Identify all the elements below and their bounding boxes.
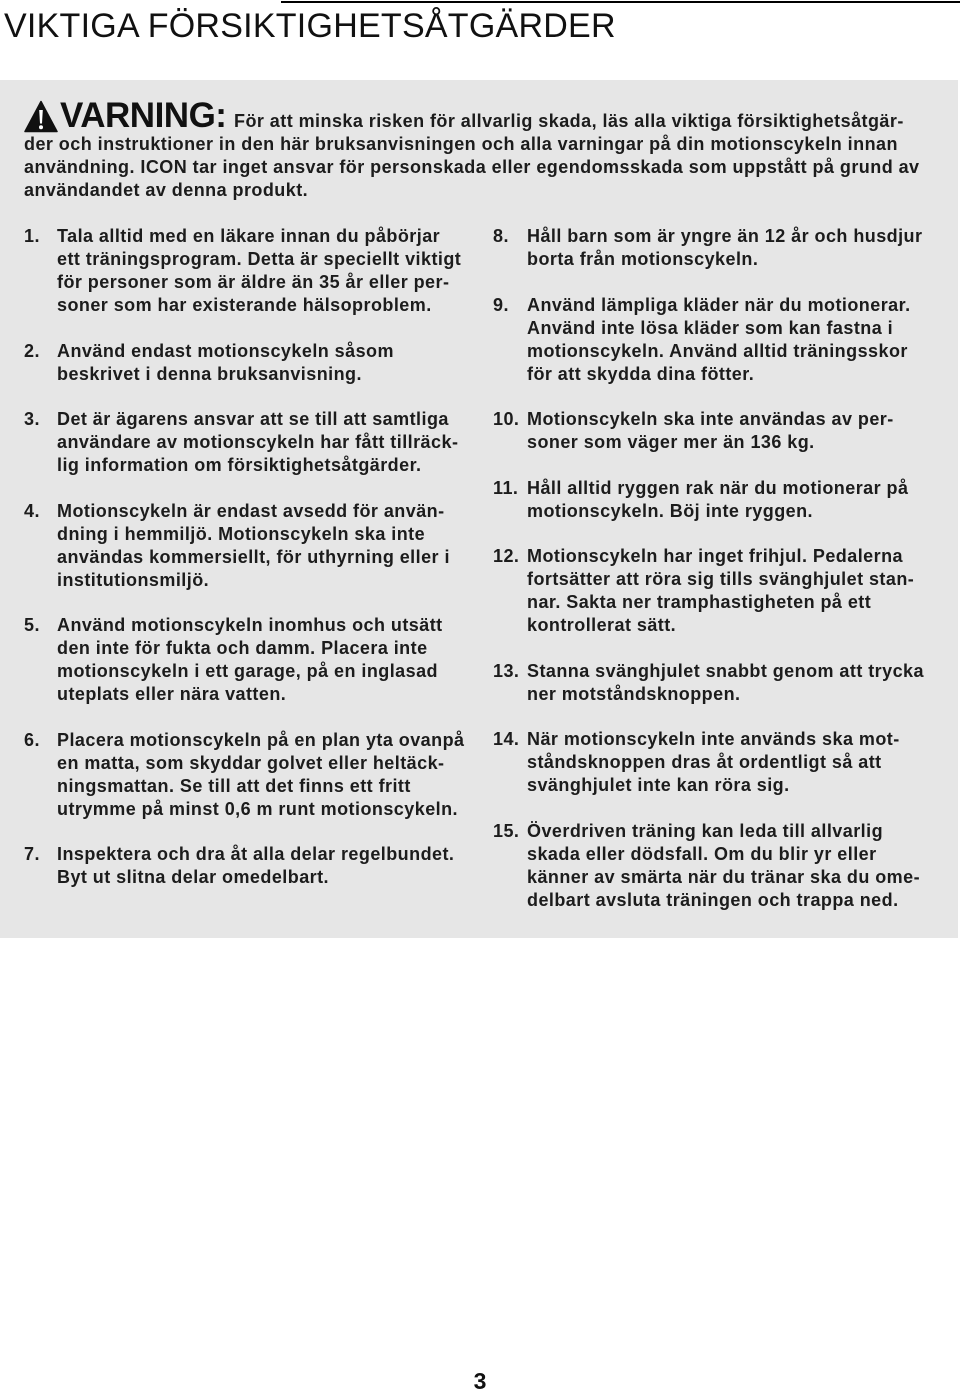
precaution-number: 1. — [24, 226, 40, 246]
precaution-number: 14. — [493, 729, 520, 749]
precaution-item — [24, 843, 484, 889]
precaution-text-line: Håll barn som är yngre än 12 år och husdjur — [527, 226, 923, 246]
precaution-text-line: delbart avsluta träningen och trappa ned. — [527, 889, 899, 910]
precaution-text-line: användare av motionscykeln har fått tillräck- — [57, 432, 459, 452]
precaution-text-line: kontrollerat sätt. — [527, 615, 677, 635]
precaution-item — [493, 660, 933, 706]
precaution-number: 11. — [493, 477, 519, 498]
precaution-text-line: motionscykeln. Böj inte ryggen. — [527, 500, 813, 521]
page-title: VIKTIGA FÖRSIKTIGHETSÅTGÄRDER — [4, 7, 616, 45]
precaution-text-line: utrymme på minst 0,6 m runt motionscykeln. — [57, 798, 458, 819]
precaution-text-line: uteplats eller nära vatten. — [57, 684, 287, 704]
precaution-number: 15. — [493, 820, 520, 841]
precaution-item — [493, 408, 933, 454]
precaution-text-line: Det är ägarens ansvar att se till att samtliga — [57, 409, 449, 429]
precaution-text-line: ner motståndsknoppen. — [527, 683, 741, 704]
precaution-item — [24, 340, 484, 386]
precaution-text-line: institutionsmiljö. — [57, 569, 210, 590]
page-number: 3 — [473, 1368, 487, 1394]
precaution-text-line: Tala alltid med en läkare innan du påbörjar — [57, 226, 441, 246]
precaution-text-line: borta från motionscykeln. — [527, 249, 759, 269]
precaution-text-line: Motionscykeln ska inte användas av per- — [527, 409, 894, 429]
precaution-number: 6. — [24, 729, 40, 750]
precaution-item — [493, 728, 933, 797]
precaution-number: 4. — [24, 500, 40, 521]
precaution-item — [24, 500, 484, 592]
precaution-text-line: beskrivet i denna bruksanvisning. — [57, 363, 362, 384]
precaution-text-line: för personer som är äldre än 35 år eller per- — [57, 272, 450, 292]
precaution-text-line: Använd inte lösa kläder som kan fastna i — [527, 317, 894, 338]
precaution-text-line: soner som har existerande hälsoproblem. — [57, 295, 432, 315]
precaution-number: 8. — [493, 226, 509, 246]
precaution-text-line: Placera motionscykeln på en plan yta ovanpå — [57, 729, 465, 750]
precaution-item — [493, 477, 933, 523]
precaution-text-line: svänghjulet inte kan röra sig. — [527, 775, 790, 795]
precaution-text-line: användas kommersiellt, för uthyrning eller i — [57, 546, 450, 567]
warning-text — [24, 110, 920, 202]
warning-label: VARNING: — [60, 96, 227, 135]
precaution-text-line: ett träningsprogram. Detta är speciellt viktigt — [57, 249, 462, 269]
precaution-text-line: motionscykeln. Använd alltid träningsskor — [527, 340, 908, 361]
warning-text-line: För att minska risken för allvarlig skada, läs alla viktiga försiktighetsåtgär- — [234, 111, 904, 131]
precaution-text-line: Håll alltid ryggen rak när du motionerar på — [527, 477, 909, 498]
precaution-number: 10. — [493, 409, 520, 429]
warning-text-line: der och instruktioner in den här bruksanvisningen och alla varningar på din motionscykeln innan — [24, 134, 898, 154]
precaution-item — [493, 294, 933, 386]
precaution-text-line: en matta, som skyddar golvet eller heltäck- — [57, 752, 445, 773]
precaution-text-line: skada eller dödsfall. Om du blir yr eller — [527, 843, 877, 864]
precaution-text-line: När motionscykeln inte används ska mot- — [527, 729, 900, 749]
precaution-text-line: lig information om försiktighetsåtgärder. — [57, 455, 422, 475]
precaution-item — [24, 408, 484, 477]
warning-text-line: användning. ICON tar inget ansvar för personskada eller egendomsskada som uppstått på grund av — [24, 157, 920, 177]
header-rule — [281, 1, 960, 3]
safety-warning-panel — [0, 80, 958, 938]
precaution-text-line: ningsmattan. Se till att det finns ett fritt — [57, 775, 411, 796]
precaution-text-line: motionscykeln i ett garage, på en inglasad — [57, 661, 439, 681]
precaution-text-line: Överdriven träning kan leda till allvarlig — [527, 820, 884, 841]
precaution-text-line: Byt ut slitna delar omedelbart. — [57, 867, 330, 887]
precaution-text-line: Motionscykeln har inget frihjul. Pedalerna — [527, 546, 903, 566]
precaution-text-line: Använd motionscykeln inomhus och utsätt — [57, 615, 443, 635]
precaution-item — [24, 729, 484, 821]
precaution-number: 12. — [493, 546, 520, 566]
precaution-text-line: nar. Sakta ner tramphastigheten på ett — [527, 592, 872, 612]
precaution-text-line: Motionscykeln är endast avsedd för använ- — [57, 500, 445, 521]
precaution-item — [493, 225, 933, 271]
precaution-text-line: Inspektera och dra åt alla delar regelbundet. — [57, 844, 455, 864]
precaution-item — [493, 820, 933, 912]
warning-text-line: användandet av denna produkt. — [24, 180, 309, 200]
precaution-text-line: dning i hemmiljö. Motionscykeln ska inte — [57, 523, 426, 544]
precaution-text-line: fortsätter att röra sig tills svänghjulet stan- — [527, 569, 915, 589]
precaution-text-line: ståndsknoppen dras åt ordentligt så att — [527, 752, 882, 772]
precaution-number: 5. — [24, 615, 40, 635]
precaution-item — [24, 225, 484, 317]
precaution-text-line: Använd endast motionscykeln såsom — [57, 340, 394, 361]
precaution-text-line: Stanna svänghjulet snabbt genom att trycka — [527, 660, 924, 681]
precautions-left-column — [24, 225, 484, 912]
precaution-item — [24, 614, 484, 706]
precaution-text-line: för att skydda dina fötter. — [527, 363, 755, 384]
precaution-text-line: känner av smärta när du tränar ska du ome- — [527, 866, 921, 887]
precaution-text-line: soner som väger mer än 136 kg. — [527, 432, 815, 452]
precaution-text-line: den inte för fukta och damm. Placera inte — [57, 638, 428, 658]
precaution-text-line: Använd lämpliga kläder när du motionerar. — [527, 294, 911, 315]
precautions-right-column — [493, 225, 933, 934]
precaution-number: 2. — [24, 340, 40, 361]
precaution-number: 7. — [24, 844, 40, 864]
precaution-number: 3. — [24, 409, 40, 429]
precaution-number: 9. — [493, 294, 509, 315]
precaution-number: 13. — [493, 660, 520, 681]
precaution-item — [493, 545, 933, 637]
